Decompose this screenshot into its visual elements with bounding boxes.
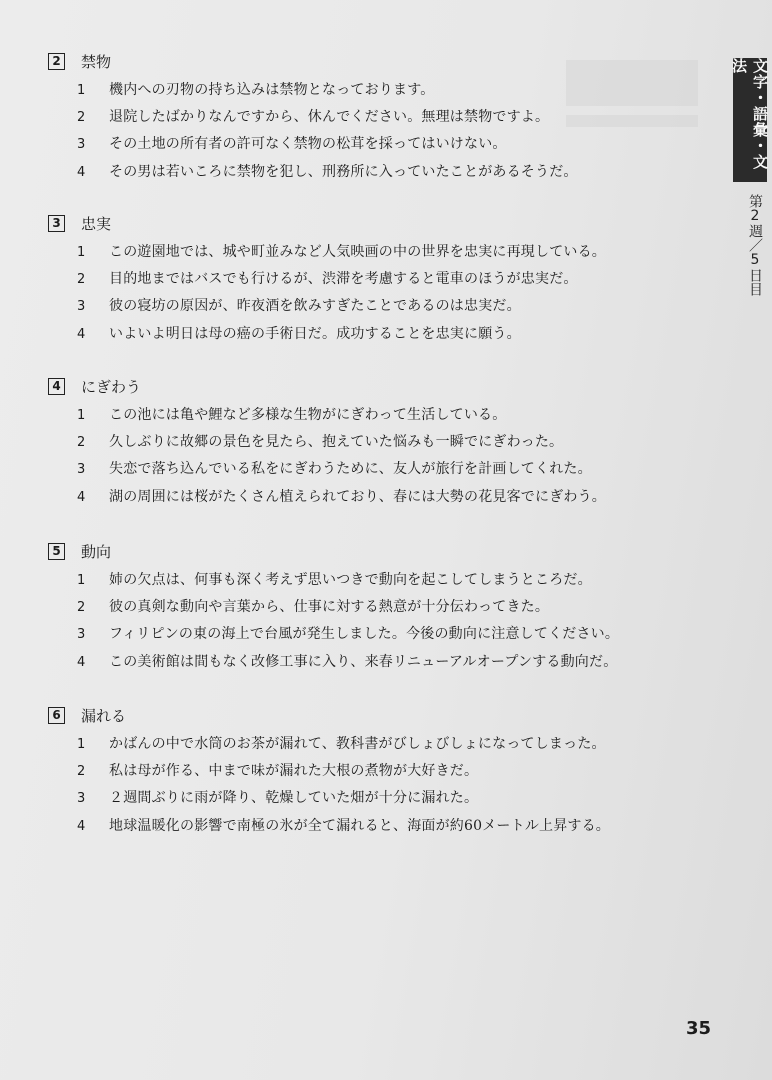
option-text: 湖の周囲には桜がたくさん植えられており、春には大勢の花見客でにぎわう。 [109, 488, 606, 505]
option-number: 1 [77, 245, 86, 260]
option-number: 3 [77, 627, 86, 643]
option-text: この遊園地では、城や町並みなど人気映画の中の世界を忠実に再現している。 [109, 244, 606, 260]
option-number: 3 [77, 462, 86, 478]
answer-option [48, 323, 718, 350]
question-word: 禁物 [81, 52, 112, 71]
answer-option [48, 458, 718, 485]
option-text: 機内への刃物の持ち込みは禁物となっております。 [109, 82, 435, 98]
answer-option [48, 79, 718, 106]
option-text: この美術館は間もなく改修工事に入り、来春リニューアルオープンする動向だ。 [109, 653, 618, 670]
option-number: 2 [77, 435, 86, 451]
answer-option [48, 569, 718, 596]
option-text: この池には亀や鯉など多様な生物がにぎわって生活している。 [109, 407, 507, 423]
option-number: 1 [77, 573, 86, 588]
option-number: 2 [77, 272, 86, 288]
option-text: その土地の所有者の許可なく禁物の松茸を採ってはいけない。 [109, 136, 507, 153]
answer-option [48, 733, 718, 760]
answer-option [48, 106, 718, 133]
option-text: 姉の欠点は、何事も深く考えず思いつきで動向を起こしてしまうところだ。 [109, 572, 592, 588]
question-number: 5 [48, 543, 65, 560]
question-number: 2 [48, 53, 65, 70]
question-block [48, 703, 718, 842]
option-text: その男は若いころに禁物を犯し、刑務所に入っていたことがあるそうだ。 [109, 163, 578, 180]
question-block [48, 374, 718, 513]
question-word: にぎわう [81, 377, 142, 396]
question-number: 4 [48, 378, 65, 395]
answer-option [48, 760, 718, 787]
answer-option [48, 161, 718, 188]
option-number: 1 [77, 737, 86, 752]
option-text: 私は母が作る、中まで味が漏れた大根の煮物が大好きだ。 [109, 763, 479, 780]
option-number: 1 [77, 83, 86, 98]
answer-option [48, 241, 718, 268]
option-text: 目的地まではバスでも行けるが、渋滞を考慮すると電車のほうが忠実だ。 [109, 271, 578, 288]
option-number: 4 [77, 489, 86, 505]
answer-option [48, 431, 718, 458]
answer-option [48, 268, 718, 295]
question-block [48, 49, 718, 188]
option-text: いよいよ明日は母の癌の手術日だ。成功することを忠実に願う。 [109, 325, 521, 342]
option-text: かばんの中で水筒のお茶が漏れて、教科書がびしょびしょになってしまった。 [109, 736, 606, 752]
option-text: 彼の寝坊の原因が、昨夜酒を飲みすぎたことであるのは忠実だ。 [109, 298, 521, 315]
question-number: 3 [48, 215, 65, 232]
option-number: 3 [77, 791, 86, 807]
option-text: 失恋で落ち込んでいる私をにぎわうために、友人が旅行を計画してくれた。 [109, 461, 592, 478]
option-text: 久しぶりに故郷の景色を見たら、抱えていた悩みも一瞬でにぎわった。 [109, 434, 564, 451]
option-text: ２週間ぶりに雨が降り、乾燥していた畑が十分に漏れた。 [109, 790, 479, 807]
question-word: 忠実 [81, 214, 112, 233]
option-text: フィリピンの東の海上で台風が発生しました。今後の動向に注意してください。 [109, 626, 620, 643]
question-word: 動向 [81, 542, 112, 561]
option-number: 4 [77, 326, 86, 342]
option-text: 退院したばかりなんですから、休んでください。無理は禁物ですよ。 [109, 109, 550, 126]
question-block [48, 211, 718, 350]
answer-option [48, 651, 718, 678]
answer-option [48, 295, 718, 322]
page-number: 35 [686, 1018, 712, 1039]
option-number: 2 [77, 110, 86, 126]
option-number: 3 [77, 137, 86, 153]
option-number: 4 [77, 818, 86, 834]
answer-option [48, 133, 718, 160]
option-number: 4 [77, 654, 86, 670]
option-number: 4 [77, 164, 86, 180]
option-number: 3 [77, 299, 86, 315]
option-number: 2 [77, 600, 86, 616]
answer-option [48, 404, 718, 431]
option-number: 1 [77, 408, 86, 423]
answer-option [48, 787, 718, 814]
answer-option [48, 815, 718, 842]
option-text: 彼の真剣な動向や言葉から、仕事に対する熱意が十分伝わってきた。 [109, 599, 550, 616]
answer-option [48, 596, 718, 623]
option-number: 2 [77, 764, 86, 780]
answer-option [48, 486, 718, 513]
schedule-label: 第2週／5日目 [747, 194, 763, 296]
section-tab: 文字・語彙・文法 [733, 58, 767, 182]
question-block [48, 539, 718, 678]
option-text: 地球温暖化の影響で南極の氷が全て漏れると、海面が約60メートル上昇する。 [109, 817, 611, 834]
question-word: 漏れる [81, 706, 127, 725]
question-number: 6 [48, 707, 65, 724]
answer-option [48, 623, 718, 650]
